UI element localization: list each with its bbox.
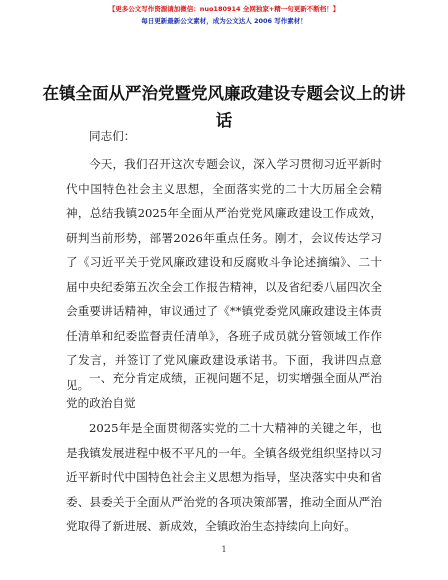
section-heading-1: 一、充分肯定成绩，正视问题不足，切实增强全面从严治党的政治自觉 (66, 371, 382, 410)
document-title: 在镇全面从严治党暨党风廉政建设专题会议上的讲话 (42, 84, 406, 130)
salutation: 同志们： (89, 129, 136, 143)
promo-banner-line2: 每日更新最新公文素材，成为公文达人 2006 写作素材！ (141, 17, 307, 25)
paragraph-2025-review: 2025年是全面贯彻落实党的二十大精神的关键之年，也是我镇发展进程中极不平凡的一年。全镇各级党组织坚持以习近平新时代中国特色社会主义思想为指导，坚决落实中央和省委、县委关于全面从严治党的各项决策部署，推动全面从严治党取得了新进展、新成效，全镇政治生态持续向上向好。 (66, 421, 382, 533)
page-number: 1 (221, 545, 227, 554)
paragraph-intro: 今天，我们召开这次专题会议，深入学习贯彻习近平新时代中国特色社会主义思想，全面落实党的二十大历届全会精神，总结我镇2025年全面从严治党党风廉政建设工作成效，研判当前形势，部署2026年重点任务。刚才，会议传达学习了《习近平关于党风廉政建设和反腐败斗争论述摘编》、二十届中央纪委第五次全会工作报告精神，以及省纪委八届四次全会重要讲话精神，审议通过了《**镇党委党风廉政建设主体责任清单和纪委监督责任清单》，各班子成员就分管领域工作作了发言，并签订了党风廉政建设承诺书。下面，我讲四点意见。 (66, 157, 382, 392)
promo-banner-line1: 【更多公文写作资源请加微信：nuo180914 全网独家+精一句更新不断档！】 (108, 5, 340, 13)
